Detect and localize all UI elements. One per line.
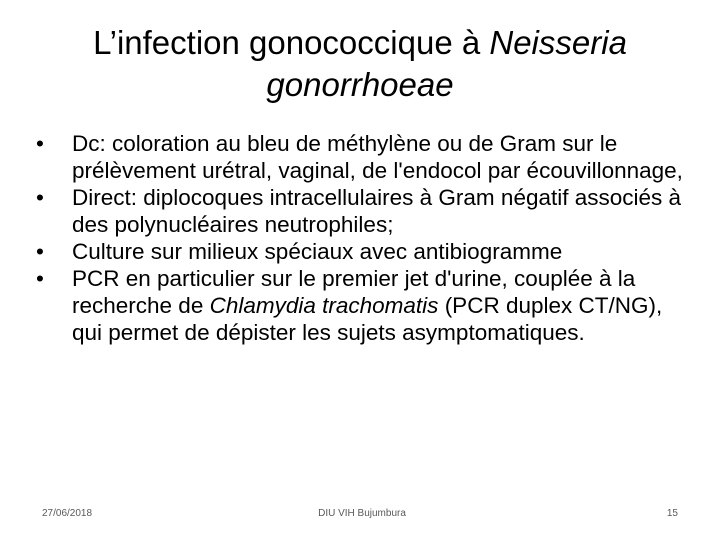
bullet-item-diagnostic (30, 130, 690, 184)
page-number: 15 (666, 508, 678, 519)
bullet-list (30, 130, 690, 346)
slide-title (40, 22, 680, 106)
bullet-icon: • (36, 185, 44, 210)
bullet-icon: • (36, 266, 44, 291)
bullet-text: Direct: diplocoques intracellulaires à Gram négatif associés à des polynucléaires neutrophiles; (72, 185, 682, 237)
bullet-item-culture (30, 238, 690, 265)
bullet-icon: • (36, 131, 44, 156)
footer-date: 27/06/2018 (42, 508, 93, 519)
bullet-item-pcr (30, 265, 690, 346)
bullet-text-before: PCR en particulier sur le premier jet d'urine, couplée à la recherche de (72, 266, 636, 318)
footer-center-text: DIU VIH Bujumbura (318, 508, 406, 519)
bullet-text: Culture sur milieux spéciaux avec antibiogramme (72, 239, 563, 264)
title-italic: Neisseria gonorrhoeae (266, 24, 627, 103)
bullet-text-after: (PCR duplex CT/NG), qui permet de dépister les sujets asymptomatiques. (72, 293, 663, 345)
bullet-text: Dc: coloration au bleu de méthylène ou de Gram sur le prélèvement urétral, vaginal, de l'endocol par écouvillonnage, (72, 131, 683, 183)
bullet-icon: • (36, 239, 44, 264)
bullet-item-direct (30, 184, 690, 238)
bullet-text-italic: Chlamydia trachomatis (209, 293, 439, 318)
title-plain: L’infection gonococcique à (93, 24, 490, 61)
